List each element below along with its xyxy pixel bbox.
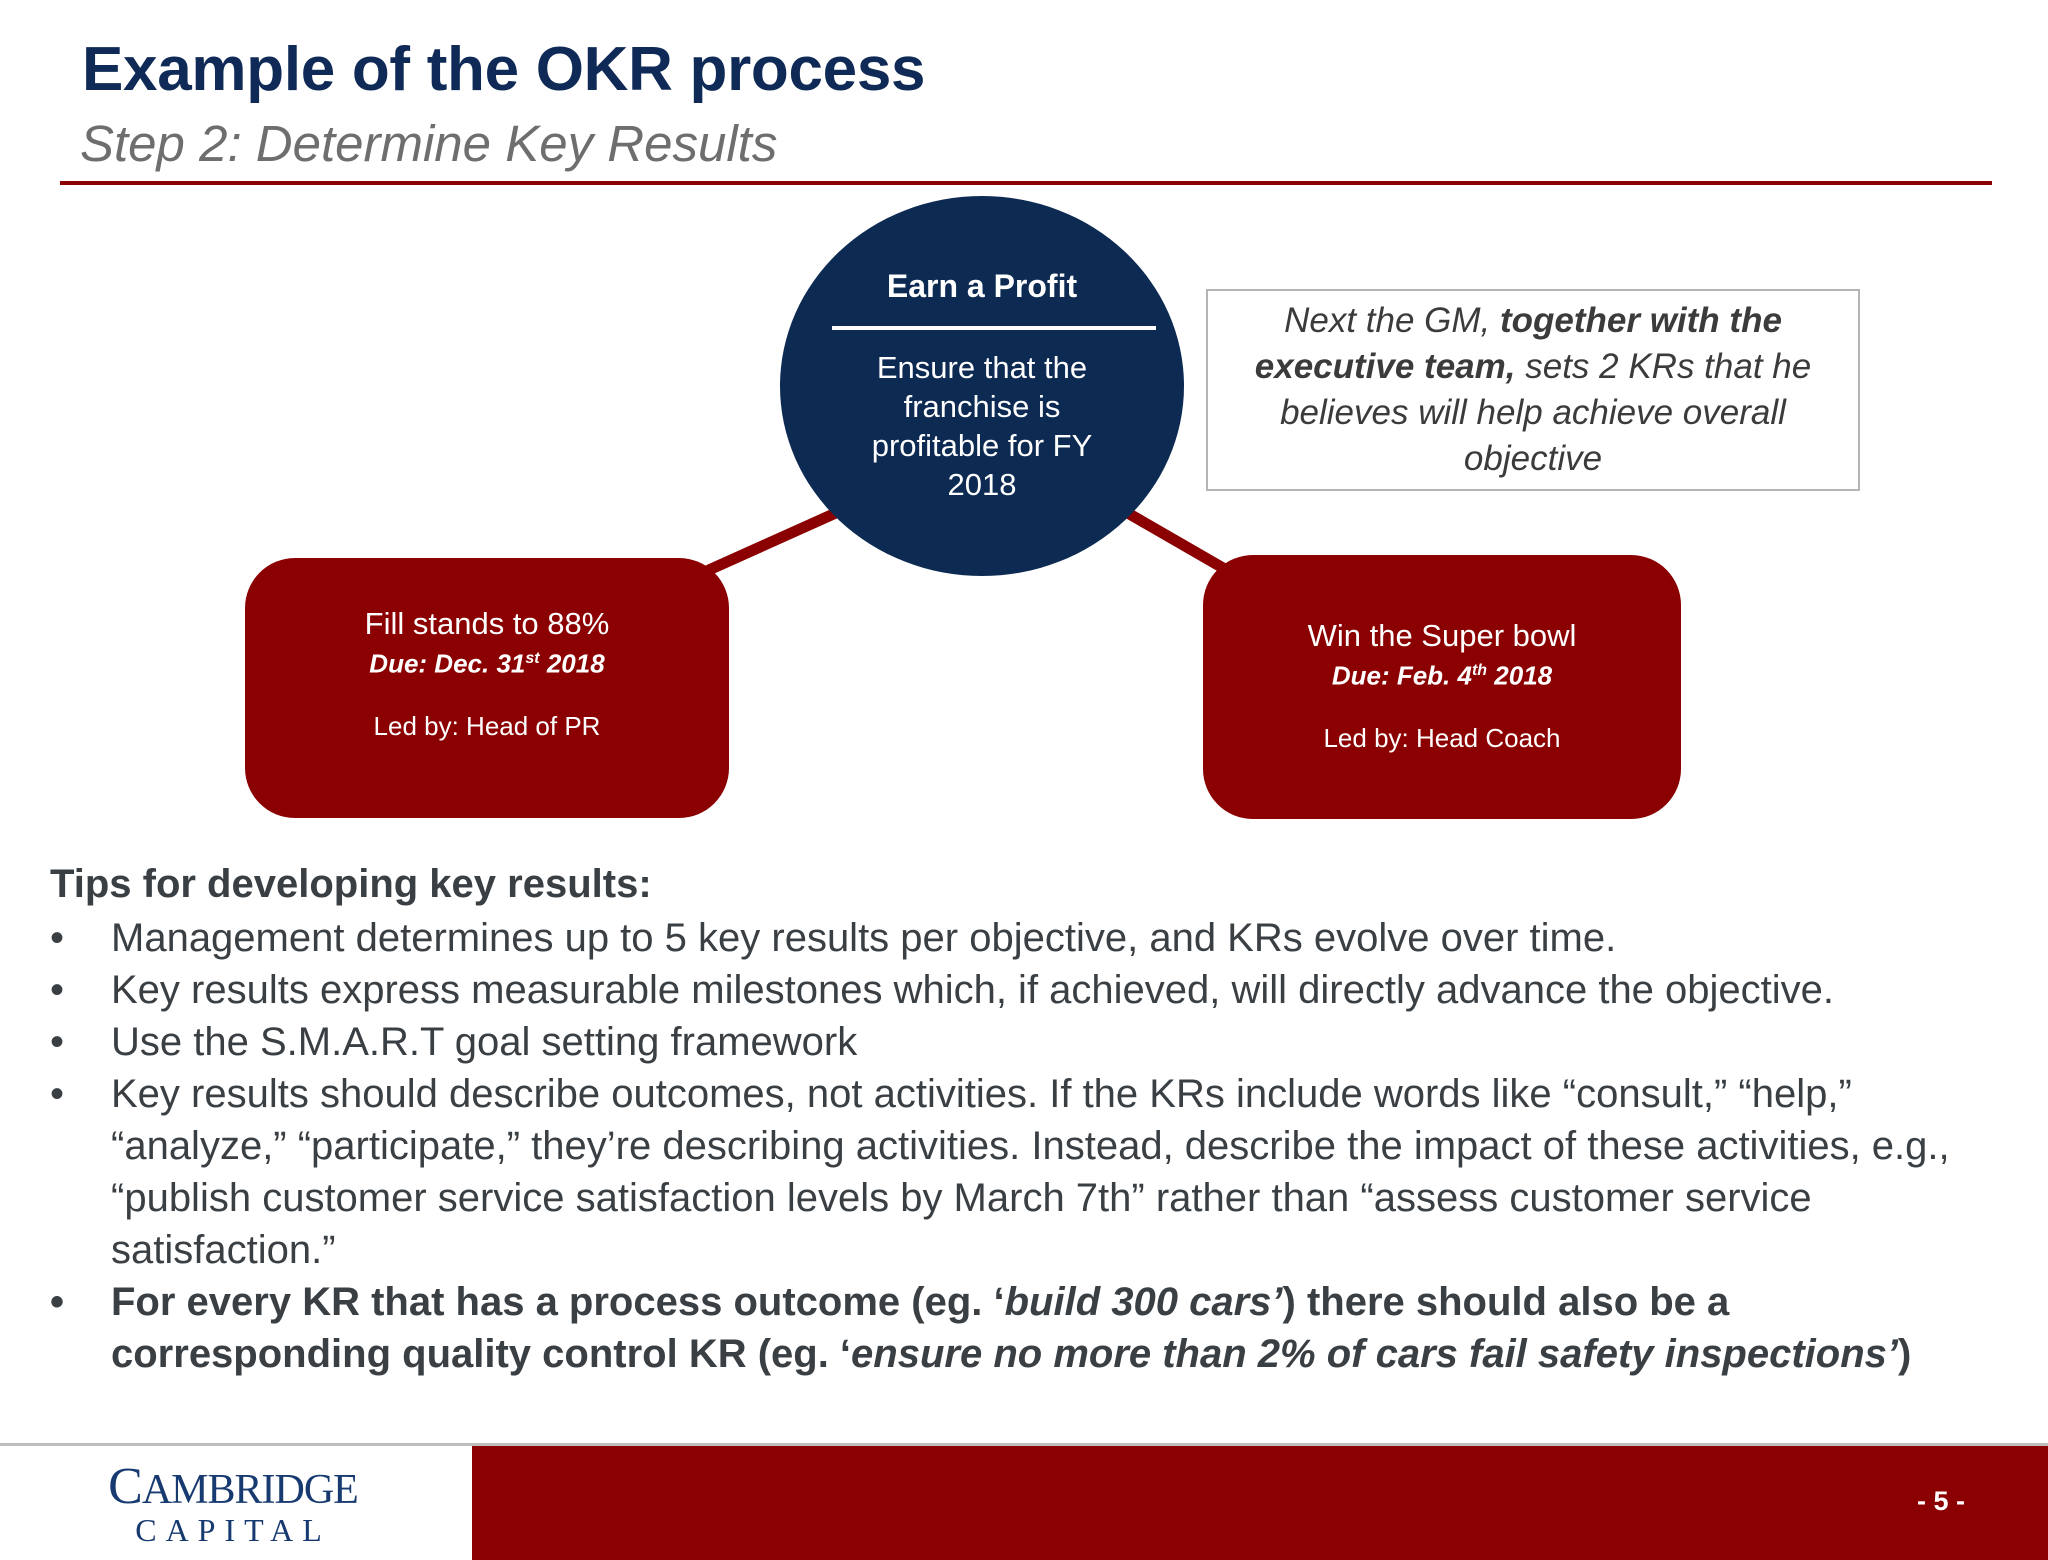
page-number: - 5 -: [1916, 1486, 1965, 1516]
gm-callout-box: [1206, 289, 1860, 491]
callout-part2: sets 2 KRs that he believes will help achieve overall objective: [1280, 347, 1812, 478]
connector-right: [1126, 512, 1230, 572]
page-title: Example of the OKR process: [82, 35, 926, 104]
kr-title: Fill stands to 88%: [364, 606, 610, 641]
objective-divider: [832, 326, 1156, 330]
callout-bold: together with the executive team,: [1254, 301, 1782, 386]
tip-item: • Key results should describe outcomes, not activities. If the KRs include words like “consult,” “help,” “analyze,” “participate,” they’re describing activities. Instead, describe the impact of these activities, e.g., “publish customer service satisfaction levels by March 7th” rather than “assess customer service satisfaction.”: [50, 1068, 2010, 1276]
kr-led-by: Led by: Head of PR: [373, 710, 601, 741]
tip-item: • Key results express measurable milestones which, if achieved, will directly advance the objective.: [50, 964, 2010, 1016]
objective-circle: [780, 196, 1184, 576]
kr-led-by: Led by: Head Coach: [1323, 722, 1561, 753]
callout-part1: Next the GM,: [1284, 301, 1500, 340]
cambridge-logo: CAMBRIDGE: [108, 1458, 358, 1515]
footer-bar: [472, 1446, 2048, 1560]
kr-title: Win the Super bowl: [1307, 618, 1577, 653]
connector-left: [700, 512, 838, 574]
callout-text: [1228, 298, 1838, 482]
tip-item: • Management determines up to 5 key results per objective, and KRs evolve over time.: [50, 912, 2010, 964]
tips-heading: Tips for developing key results:: [50, 862, 652, 906]
tip-item: • Use the S.M.A.R.T goal setting framework: [50, 1016, 2010, 1068]
page-subtitle: Step 2: Determine Key Results: [80, 115, 778, 172]
objective-description: Ensure that the franchise is profitable for FY 2018: [871, 350, 1093, 502]
kr-due-date: Due: Feb. 4th 2018: [1331, 660, 1553, 691]
kr-due-date: Due: Dec. 31st 2018: [369, 648, 605, 679]
cambridge-logo-subtitle: CAPITAL: [135, 1512, 331, 1548]
tips-list: [50, 912, 2010, 1380]
tip-item-quality-control: • For every KR that has a process outcome (eg. ‘build 300 cars’) there should also be a corresponding quality control KR (eg. ‘ensure no more than 2% of cars fail safety inspections’): [50, 1276, 2010, 1380]
key-result-box-2: [1203, 555, 1681, 819]
key-result-box-1: [245, 558, 729, 818]
objective-title: Earn a Profit: [886, 268, 1078, 304]
